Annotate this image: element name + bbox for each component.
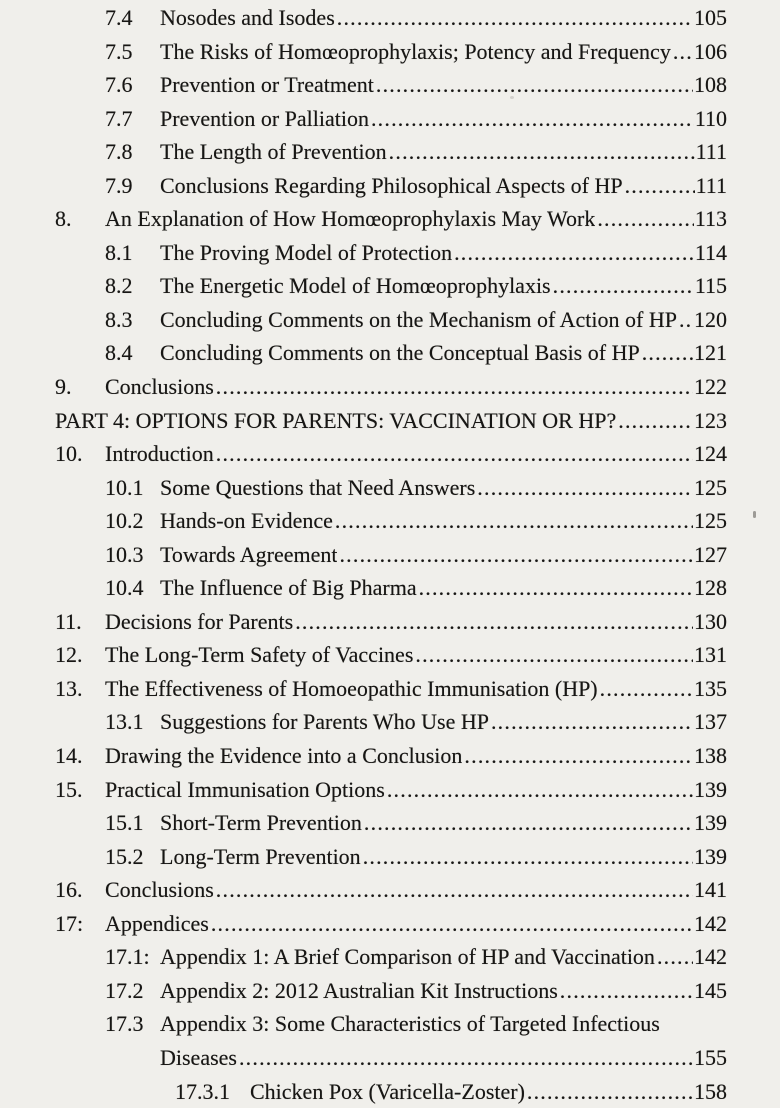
toc-entry <box>105 303 727 337</box>
dot-leader <box>454 236 694 270</box>
toc-entry-page: 114 <box>694 239 727 265</box>
toc-entry-page: 125 <box>694 474 727 500</box>
dot-leader <box>216 370 693 404</box>
toc-entry-title: An Explanation of How Homœoprophylaxis May Work <box>105 206 596 232</box>
dot-leader <box>679 303 693 337</box>
dot-leader <box>339 538 693 572</box>
toc-entry <box>105 840 727 874</box>
toc-entry <box>105 1 727 35</box>
dot-leader <box>216 873 693 907</box>
toc-entry <box>55 739 727 773</box>
toc-entry-page: 121 <box>694 340 727 366</box>
toc-entry-title: The Energetic Model of Homœoprophylaxis <box>160 273 551 299</box>
toc-entry <box>105 806 727 840</box>
dot-leader <box>335 504 693 538</box>
toc-entry-title: Chicken Pox (Varicella-Zoster) <box>250 1078 525 1104</box>
toc-entry-number: 10.3 <box>105 541 144 567</box>
toc-entry-page: 139 <box>694 843 727 869</box>
toc-entry-title: Conclusions <box>105 374 214 400</box>
dot-leader <box>673 35 693 69</box>
toc-entry-page: 137 <box>694 709 727 735</box>
dot-leader <box>464 739 693 773</box>
dot-leader <box>491 705 693 739</box>
toc-entry-number: 7.5 <box>105 38 133 64</box>
toc-entry-title: Drawing the Evidence into a Conclusion <box>105 743 463 769</box>
toc-entry <box>55 773 727 807</box>
toc-entry-title: Prevention or Treatment <box>160 72 374 98</box>
toc-entry-number: 7.4 <box>105 5 133 30</box>
toc-part-heading <box>55 404 727 438</box>
toc-entry <box>55 437 727 471</box>
toc-entry-number: 15. <box>55 776 83 802</box>
toc-entry <box>55 202 727 236</box>
dot-leader <box>415 638 693 672</box>
toc-entry-number: 17.3.1 <box>175 1078 230 1104</box>
toc-entry-page: 123 <box>694 407 727 433</box>
dot-leader <box>560 974 693 1008</box>
toc-entry-page: 108 <box>694 72 727 98</box>
toc-entry-title: The Risks of Homœoprophylaxis; Potency and Frequency <box>160 38 671 64</box>
toc-entry <box>105 504 727 538</box>
toc-entry-number: 10. <box>55 441 83 467</box>
toc-entry-page: 110 <box>694 105 727 131</box>
toc-entry <box>105 705 727 739</box>
dot-leader <box>600 672 693 706</box>
toc-entry-title: Appendix 3: Some Characteristics of Targeted Infectious <box>160 1011 660 1037</box>
dot-leader <box>527 1075 693 1108</box>
toc-entry-page: 113 <box>694 206 727 232</box>
toc-entry <box>105 135 727 169</box>
toc-entry-page: 142 <box>694 944 727 970</box>
toc-entry-page: 135 <box>694 675 727 701</box>
toc-entry-number: 14. <box>55 743 83 769</box>
dot-leader <box>211 907 693 941</box>
dot-leader <box>364 806 693 840</box>
toc-entry-number: 12. <box>55 642 83 668</box>
toc-entry-number: 8.2 <box>105 273 133 299</box>
dot-leader <box>419 571 693 605</box>
toc-entry-number: 7.9 <box>105 172 133 198</box>
toc-entry-number: 8. <box>55 206 72 232</box>
toc-entry-title: Towards Agreement <box>160 541 338 567</box>
dot-leader <box>657 940 693 974</box>
toc-entry <box>105 471 727 505</box>
toc-entry-number: 10.4 <box>105 575 144 601</box>
dot-leader <box>477 471 693 505</box>
toc-entry <box>105 68 727 102</box>
toc-entry-number: 13. <box>55 675 83 701</box>
toc-entry-page: 130 <box>694 608 727 634</box>
toc-entry-page: 106 <box>694 38 727 64</box>
toc-entry-page: 115 <box>694 273 727 299</box>
toc-entry-title: Conclusions Regarding Philosophical Aspects of HP <box>160 172 623 198</box>
toc-entry <box>105 538 727 572</box>
dot-leader <box>295 605 693 639</box>
toc-entry <box>105 940 727 974</box>
toc-entry-title: The Length of Prevention <box>160 139 387 165</box>
dot-leader <box>363 840 693 874</box>
toc-entry <box>55 873 727 907</box>
toc-entry-title: Conclusions <box>105 877 214 903</box>
toc-entry-title: Practical Immunisation Options <box>105 776 385 802</box>
toc-entry <box>105 236 727 270</box>
toc-entry-number: 15.1 <box>105 810 144 836</box>
toc-entry <box>105 35 727 69</box>
toc-entry <box>55 907 727 941</box>
dot-leader <box>618 404 693 438</box>
dot-leader <box>239 1041 693 1075</box>
toc-entry-page: 141 <box>694 877 727 903</box>
toc-entry-page: 105 <box>694 5 727 30</box>
toc-entry-title: Hands-on Evidence <box>160 508 333 534</box>
toc-entry-page: 158 <box>694 1078 727 1104</box>
toc-entry <box>105 1007 727 1041</box>
toc-entry <box>105 1041 727 1075</box>
toc-entry-title: Appendix 1: A Brief Comparison of HP and Vaccination <box>160 944 655 970</box>
toc-entry <box>175 1075 727 1108</box>
toc-entry-number: 8.4 <box>105 340 133 366</box>
toc-entry <box>105 336 727 370</box>
toc-entry-number: 8.3 <box>105 306 133 332</box>
toc-entry-page: 139 <box>694 810 727 836</box>
toc-entry-page: 127 <box>694 541 727 567</box>
toc-entry-title: The Effectiveness of Homoeopathic Immunisation (HP) <box>105 675 598 701</box>
toc-entry-title: Suggestions for Parents Who Use HP <box>160 709 489 735</box>
toc-entry-number: 7.7 <box>105 105 133 131</box>
toc-entry-number: 7.6 <box>105 72 133 98</box>
toc-entry-title: Short-Term Prevention <box>160 810 362 836</box>
toc-entry <box>55 370 727 404</box>
toc-entry-page: 142 <box>694 910 727 936</box>
toc-entry-number: 17: <box>55 910 84 936</box>
toc-entry-number: 17.3 <box>105 1011 144 1037</box>
toc-entry-title: The Long-Term Safety of Vaccines <box>105 642 414 668</box>
toc-entry <box>105 169 727 203</box>
toc-entry-page: 111 <box>695 139 727 165</box>
dot-leader <box>376 68 693 102</box>
dot-leader <box>597 202 693 236</box>
toc-entry-title: Appendix 2: 2012 Australian Kit Instructions <box>160 977 558 1003</box>
toc-entry-number: 10.2 <box>105 508 144 534</box>
toc-entry-page: 145 <box>694 977 727 1003</box>
toc-entry-number: 17.1: <box>105 944 150 970</box>
toc-entry-page: 139 <box>694 776 727 802</box>
dot-leader <box>337 1 693 35</box>
toc-entry <box>105 571 727 605</box>
toc-entry-page: 122 <box>694 374 727 400</box>
toc-entry-number: 13.1 <box>105 709 144 735</box>
toc-entry-number: 7.8 <box>105 139 133 165</box>
toc-entry-title: Prevention or Palliation <box>160 105 369 131</box>
toc-entry-page: 138 <box>694 743 727 769</box>
toc-entry-page: 125 <box>694 508 727 534</box>
scan-speck <box>510 96 514 99</box>
toc-entry-page: 131 <box>694 642 727 668</box>
dot-leader <box>553 269 694 303</box>
toc-entry-number: 16. <box>55 877 83 903</box>
toc-entry-title: Appendices <box>105 910 209 936</box>
toc-entry <box>105 269 727 303</box>
toc-entry-page: 128 <box>694 575 727 601</box>
toc-entry-number: 10.1 <box>105 474 144 500</box>
toc-entry-number: 11. <box>55 608 82 634</box>
toc-entry <box>105 974 727 1008</box>
toc-entry-title: PART 4: OPTIONS FOR PARENTS: VACCINATION OR HP? <box>55 407 617 433</box>
toc-entry-title: Concluding Comments on the Mechanism of Action of HP <box>160 306 677 332</box>
toc-entry-title: Nosodes and Isodes <box>160 5 335 30</box>
toc-entry <box>105 102 727 136</box>
toc-entry-title: The Influence of Big Pharma <box>160 575 417 601</box>
dot-leader <box>387 773 693 807</box>
toc-entry-title: The Proving Model of Protection <box>160 239 453 265</box>
toc-entry-number: 8.1 <box>105 239 133 265</box>
toc-entry-page: 124 <box>694 441 727 467</box>
document-page <box>55 1 727 1108</box>
toc-entry-title: Long-Term Prevention <box>160 843 361 869</box>
table-of-contents <box>55 1 727 1108</box>
dot-leader <box>371 102 694 136</box>
toc-entry <box>55 605 727 639</box>
toc-entry <box>55 638 727 672</box>
toc-entry-title: Decisions for Parents <box>105 608 294 634</box>
toc-entry-page: 111 <box>695 172 727 198</box>
toc-entry-title: Concluding Comments on the Conceptual Basis of HP <box>160 340 640 366</box>
toc-entry-page: 120 <box>694 306 727 332</box>
dot-leader <box>389 135 695 169</box>
toc-entry-number: 15.2 <box>105 843 144 869</box>
toc-entry <box>55 672 727 706</box>
toc-entry-page: 155 <box>694 1044 727 1070</box>
dot-leader <box>642 336 693 370</box>
toc-entry-title: Some Questions that Need Answers <box>160 474 476 500</box>
toc-entry-title: Diseases <box>160 1044 237 1070</box>
toc-entry-number: 17.2 <box>105 977 144 1003</box>
toc-entry-title: Introduction <box>105 441 214 467</box>
scan-speck <box>753 511 756 518</box>
dot-leader <box>216 437 693 471</box>
toc-entry-number: 9. <box>55 374 72 400</box>
dot-leader <box>625 169 695 203</box>
